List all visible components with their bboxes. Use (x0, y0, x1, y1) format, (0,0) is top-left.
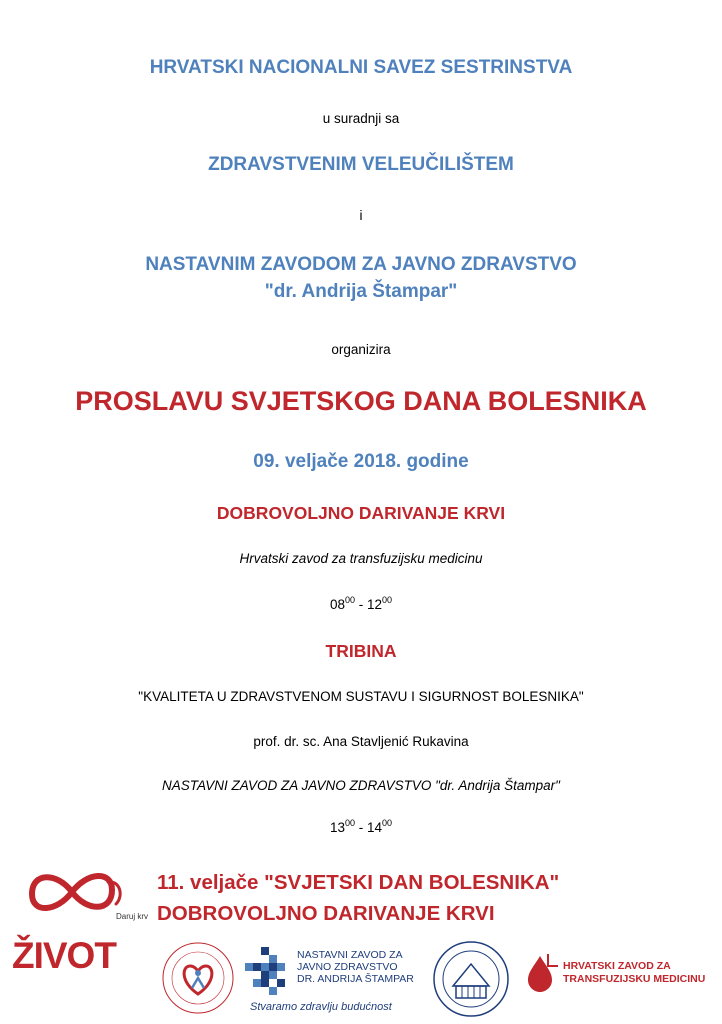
footer-line1: 11. veljače "SVJETSKI DAN BOLESNIKA" (157, 871, 560, 894)
conjunction-text: i (359, 208, 363, 223)
organizer-third-line1: NASTAVNIM ZAVODOM ZA JAVNO ZDRAVSTVO (145, 254, 577, 275)
hnss-heart-seal-logo (160, 940, 236, 1016)
tribina-venue: NASTAVNI ZAVOD ZA JAVNO ZDRAVSTVO "dr. Andrija Štampar" (162, 778, 560, 793)
blood-donation-institution: Hrvatski zavod za transfuzijsku medicinu (239, 551, 483, 566)
zavod-stampar-name: NASTAVNI ZAVOD ZA JAVNO ZDRAVSTVO DR. ANDRIJA ŠTAMPAR (297, 949, 414, 985)
tribina-speaker: prof. dr. sc. Ana Stavljenić Rukavina (253, 734, 469, 749)
zavod-stampar-cross-logo (245, 947, 293, 995)
htzm-name: HRVATSKI ZAVOD ZA TRANSFUZIJSKU MEDICINU (563, 960, 706, 985)
daruj-krv-infinity-logo (12, 862, 132, 922)
blood-donation-title: DOBROVOLJNO DARIVANJE KRVI (216, 503, 506, 523)
zavod-stampar-slogan: Stvaramo zdravlju budućnost (250, 1001, 392, 1013)
organizes-text: organizira (331, 342, 391, 357)
organizer-second: ZDRAVSTVENIM VELEUČILIŠTEM (208, 154, 514, 175)
tribina-topic: "KVALITETA U ZDRAVSTVENOM SUSTAVU I SIGURNOST BOLESNIKA" (138, 689, 584, 704)
veleuciliste-seal-logo (432, 940, 510, 1018)
footer-line2: DOBROVOLJNO DARIVANJE KRVI (157, 902, 495, 925)
tribina-title: TRIBINA (325, 641, 397, 661)
organizer-third-line2: "dr. Andrija Štampar" (264, 281, 458, 302)
event-title: PROSLAVU SVJETSKOG DANA BOLESNIKA (75, 386, 647, 416)
blood-donation-time: $08^{00} - 12^{00}$ (329, 595, 393, 612)
event-date: 09. veljače 2018. godine (253, 451, 469, 472)
zivot-logo: ŽIVOT (12, 935, 116, 976)
organizer-main: HRVATSKI NACIONALNI SAVEZ SESTRINSTVA (149, 57, 573, 78)
tribina-time: $13^{00} - 14^{00}$ (329, 818, 393, 835)
cooperation-text: u suradnji sa (322, 111, 400, 126)
daruj-krv-caption: Daruj krv (116, 912, 149, 921)
blood-drop-logo (520, 950, 560, 998)
